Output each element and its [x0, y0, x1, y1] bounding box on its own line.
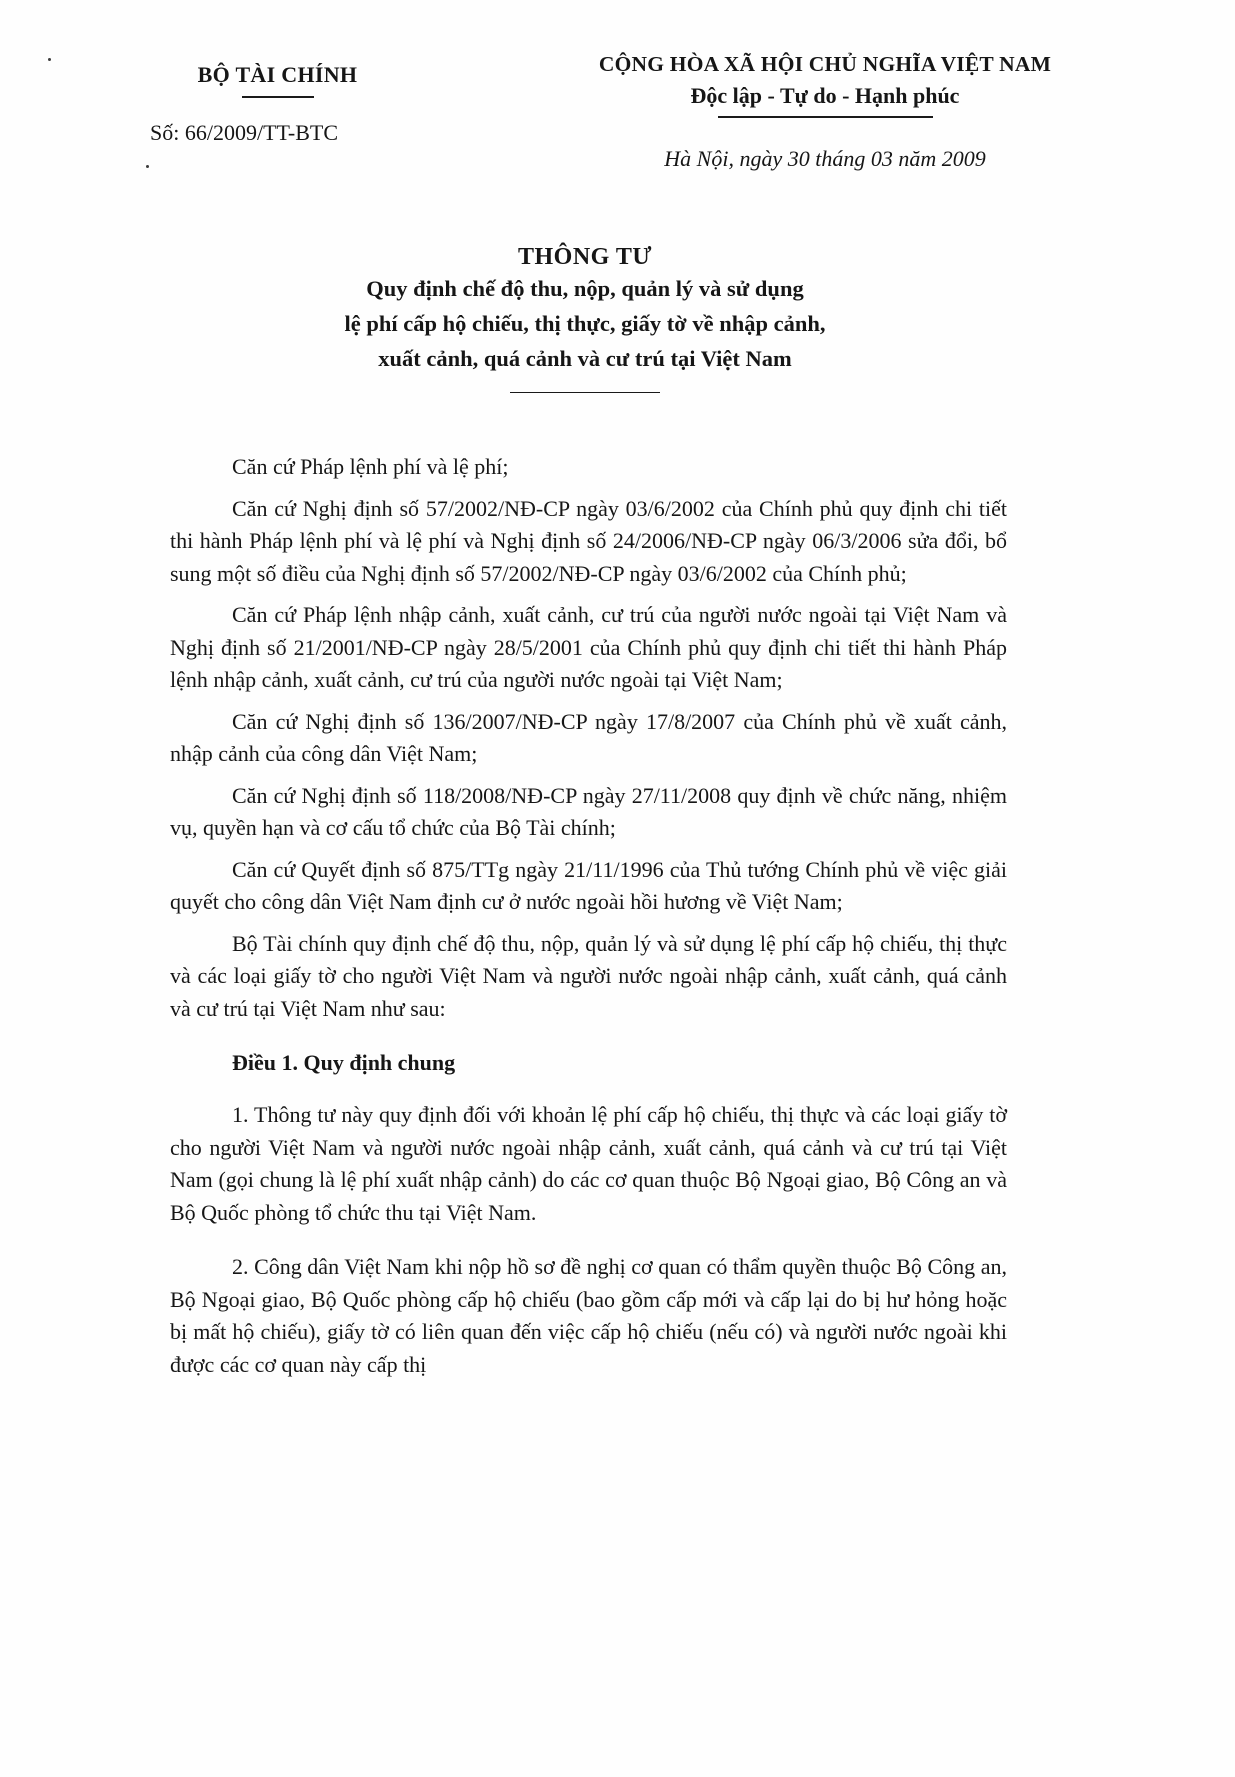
preamble-paragraph: Căn cứ Nghị định số 118/2008/NĐ-CP ngày 27/11/2008 quy định về chức năng, nhiệm vụ, quyền hạn và cơ cấu tổ chức của Bộ Tài chính; [170, 782, 1007, 840]
country-title: CỘNG HÒA XÃ HỘI CHỦ NGHĨA VIỆT NAM [598, 52, 1052, 76]
national-motto: Độc lập - Tự do - Hạnh phúc [690, 83, 960, 108]
national-header-block [515, 52, 1135, 172]
scan-artifact-dot [48, 58, 51, 61]
document-subtitle-line: Quy định chế độ thu, nộp, quản lý và sử dụng [366, 276, 804, 301]
scan-artifact-dot [146, 165, 149, 168]
motto-underline-divider [718, 116, 933, 118]
article-1-paragraph: 2. Công dân Việt Nam khi nộp hồ sơ đề nghị cơ quan có thẩm quyền thuộc Bộ Công an, Bộ Ngoại giao, Bộ Quốc phòng cấp hộ chiếu (bao gồm cấp mới và cấp lại do bị hư hỏng hoặc bị mất hộ chiếu), giấy tờ có liên quan đến việc cấp hộ chiếu (nếu có) và người nước ngoài khi được các cơ quan này cấp thị [170, 1254, 1007, 1377]
preamble-paragraph: Căn cứ Nghị định số 136/2007/NĐ-CP ngày 17/8/2007 của Chính phủ về xuất cảnh, nhập cảnh của công dân Việt Nam; [170, 708, 1007, 766]
title-underline-divider [510, 392, 660, 393]
document-header [0, 0, 1235, 172]
preamble-paragraph: Căn cứ Pháp lệnh nhập cảnh, xuất cảnh, cư trú của người nước ngoài tại Việt Nam và Nghị định số 21/2001/NĐ-CP ngày 28/5/2001 của Chính phủ quy định chi tiết thi hành Pháp lệnh nhập cảnh, xuất cảnh, cư trú của người nước ngoài tại Việt Nam; [170, 602, 1007, 692]
issuing-agency-name: BỘ TÀI CHÍNH [197, 62, 358, 87]
title-block [0, 244, 1235, 393]
preamble-paragraph: Bộ Tài chính quy định chế độ thu, nộp, quản lý và sử dụng lệ phí cấp hộ chiếu, thị thực và các loại giấy tờ cho người Việt Nam và người nước ngoài nhập cảnh, xuất cảnh, quá cảnh và cư trú tại Việt Nam như sau: [170, 930, 1007, 1021]
preamble-paragraph: Căn cứ Nghị định số 57/2002/NĐ-CP ngày 03/6/2002 của Chính phủ quy định chi tiết thi hành Pháp lệnh phí và lệ phí và Nghị định số 24/2006/NĐ-CP ngày 06/3/2006 sửa đổi, bổ sung một số điều của Nghị định số 57/2002/NĐ-CP ngày 03/6/2002 của Chính phủ; [170, 495, 1007, 586]
document-number: Số: 66/2009/TT-BTC [150, 120, 339, 145]
document-subtitle-line: lệ phí cấp hộ chiếu, thị thực, giấy tờ về nhập cảnh, [344, 311, 826, 336]
preamble-paragraph: Căn cứ Quyết định số 875/TTg ngày 21/11/1996 của Thủ tướng Chính phủ về việc giải quyết cho công dân Việt Nam định cư ở nước ngoài hồi hương về Việt Nam; [170, 856, 1007, 914]
document-body [0, 451, 1235, 1381]
issuing-agency-block [150, 52, 405, 146]
document-type-title: THÔNG TƯ [517, 244, 653, 270]
article-1-paragraph: 1. Thông tư này quy định đối với khoản lệ phí cấp hộ chiếu, thị thực và các loại giấy tờ cho người Việt Nam và người nước ngoài nhập cảnh, xuất cảnh, quá cảnh và cư trú tại Việt Nam (gọi chung là lệ phí xuất nhập cảnh) do các cơ quan thuộc Bộ Ngoại giao, Bộ Công an và Bộ Quốc phòng tổ chức thu tại Việt Nam. [170, 1102, 1007, 1225]
place-date-line: Hà Nội, ngày 30 tháng 03 năm 2009 [664, 146, 986, 171]
agency-underline-divider [242, 96, 314, 98]
article-1-heading: Điều 1. Quy định chung [232, 1050, 456, 1075]
document-subtitle-line: xuất cảnh, quá cảnh và cư trú tại Việt Nam [378, 346, 792, 371]
preamble-paragraph: Căn cứ Pháp lệnh phí và lệ phí; [232, 454, 509, 479]
